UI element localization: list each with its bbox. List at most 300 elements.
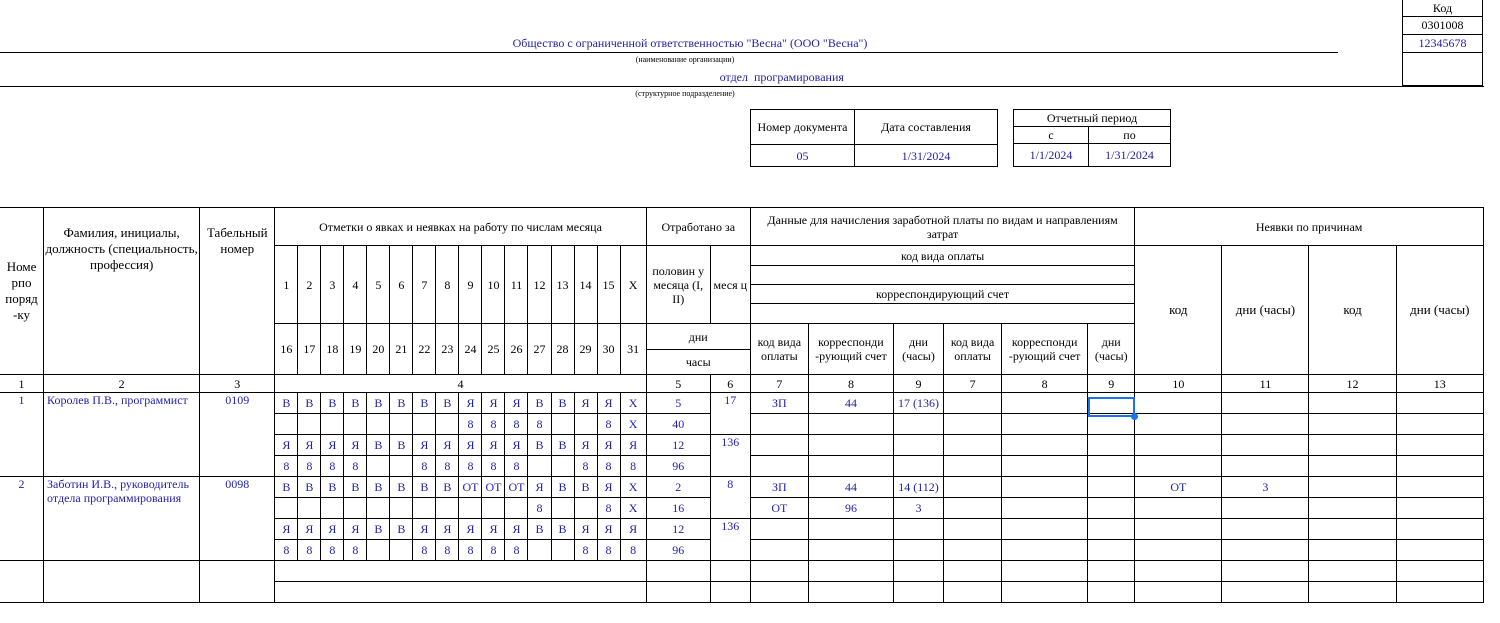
pay-cell[interactable]: 96: [808, 498, 893, 519]
day-mark[interactable]: В: [574, 477, 597, 498]
empty-cell[interactable]: [893, 582, 943, 603]
col-num: 10: [1135, 375, 1222, 393]
day-mark[interactable]: В: [551, 477, 574, 498]
empty-cell[interactable]: [1222, 561, 1309, 582]
absence-cell[interactable]: [1135, 498, 1222, 519]
day-mark[interactable]: Я: [620, 435, 646, 456]
pay-cell[interactable]: [1088, 477, 1135, 498]
absence-cell[interactable]: [1222, 540, 1309, 561]
empty-cell[interactable]: [646, 561, 710, 582]
day-mark[interactable]: 8: [344, 456, 367, 477]
col-num: 3: [200, 375, 275, 393]
day-number: 3: [321, 246, 344, 324]
day-mark[interactable]: [321, 414, 344, 435]
hdr-days-hours-2: дни (часы): [1088, 324, 1135, 375]
absence-cell[interactable]: [1135, 540, 1222, 561]
day-number: X: [620, 246, 646, 324]
day-mark[interactable]: В: [298, 393, 321, 414]
absence-cell[interactable]: [1396, 519, 1483, 540]
day-mark[interactable]: Я: [482, 519, 505, 540]
day-mark[interactable]: X: [620, 477, 646, 498]
table-row: [0, 393, 1484, 414]
day-mark[interactable]: [551, 540, 574, 561]
absence-cell[interactable]: [1309, 498, 1396, 519]
absence-cell[interactable]: [1135, 414, 1222, 435]
period-to-label: по: [1089, 127, 1171, 144]
day-mark[interactable]: 8: [597, 540, 620, 561]
day-mark[interactable]: 8: [275, 456, 298, 477]
day-mark[interactable]: [390, 540, 413, 561]
day-mark[interactable]: 8: [528, 498, 551, 519]
pay-cell[interactable]: [1002, 393, 1088, 414]
day-mark[interactable]: 8: [275, 540, 298, 561]
day-mark[interactable]: Я: [413, 519, 436, 540]
day-mark[interactable]: [298, 498, 321, 519]
day-mark[interactable]: В: [528, 393, 551, 414]
day-mark[interactable]: В: [390, 393, 413, 414]
absence-cell[interactable]: [1222, 414, 1309, 435]
day-mark[interactable]: В: [367, 477, 390, 498]
absence-cell[interactable]: [1222, 456, 1309, 477]
day-mark[interactable]: Я: [413, 435, 436, 456]
pay-cell[interactable]: 44: [808, 393, 893, 414]
half-month-value[interactable]: 96: [646, 456, 710, 477]
empty-cell[interactable]: [1088, 561, 1135, 582]
day-number: 29: [574, 324, 597, 375]
day-mark[interactable]: [528, 540, 551, 561]
day-mark[interactable]: Я: [275, 519, 298, 540]
empty-cell[interactable]: [275, 561, 646, 582]
selection-handle[interactable]: [1131, 413, 1138, 420]
tab-number: 0098: [200, 477, 275, 561]
period-from: 1/1/2024: [1014, 144, 1089, 167]
empty-cell[interactable]: [750, 561, 808, 582]
absence-cell[interactable]: [1309, 414, 1396, 435]
doc-number: 05: [751, 145, 855, 167]
pay-cell[interactable]: [1088, 519, 1135, 540]
day-mark[interactable]: Я: [344, 435, 367, 456]
absence-cell[interactable]: [1222, 435, 1309, 456]
day-mark[interactable]: ОТ: [505, 477, 528, 498]
day-mark[interactable]: В: [436, 477, 459, 498]
day-mark[interactable]: В: [413, 393, 436, 414]
half-month-value[interactable]: 5: [646, 393, 710, 414]
day-number: 1: [275, 246, 298, 324]
day-mark[interactable]: 8: [597, 456, 620, 477]
day-mark[interactable]: [436, 498, 459, 519]
day-mark[interactable]: 8: [482, 456, 505, 477]
pay-cell[interactable]: [808, 456, 893, 477]
day-mark[interactable]: Я: [597, 519, 620, 540]
day-mark[interactable]: Я: [459, 519, 482, 540]
day-mark[interactable]: 8: [620, 456, 646, 477]
day-number: 4: [344, 246, 367, 324]
day-mark[interactable]: В: [321, 393, 344, 414]
day-mark[interactable]: Я: [505, 393, 528, 414]
day-mark[interactable]: В: [367, 393, 390, 414]
period-to: 1/31/2024: [1089, 144, 1171, 167]
day-mark[interactable]: 8: [505, 414, 528, 435]
absence-cell[interactable]: [1222, 393, 1309, 414]
day-mark[interactable]: [574, 414, 597, 435]
code-box: [1402, 0, 1483, 86]
absence-cell[interactable]: [1396, 477, 1483, 498]
empty-cell[interactable]: [750, 582, 808, 603]
hdr-abs-code-1: код: [1135, 246, 1222, 375]
absence-cell[interactable]: [1396, 540, 1483, 561]
absence-cell[interactable]: [1396, 393, 1483, 414]
hdr-abs-code-2: код: [1309, 246, 1396, 375]
empty-cell: [200, 561, 275, 603]
empty-cell[interactable]: [1002, 561, 1088, 582]
pay-cell[interactable]: 44: [808, 477, 893, 498]
hdr-corr-account: корреспондирующий счет: [750, 285, 1134, 304]
absence-cell[interactable]: [1309, 393, 1396, 414]
day-mark[interactable]: В: [551, 393, 574, 414]
day-mark[interactable]: Я: [298, 519, 321, 540]
day-mark[interactable]: [436, 414, 459, 435]
day-mark[interactable]: [367, 498, 390, 519]
day-mark[interactable]: В: [528, 519, 551, 540]
half-month-value[interactable]: 2: [646, 477, 710, 498]
day-mark[interactable]: X: [620, 498, 646, 519]
hdr-tab: Табельный номер: [200, 208, 275, 375]
empty-cell[interactable]: [1088, 582, 1135, 603]
absence-cell[interactable]: ОТ: [1135, 477, 1222, 498]
day-mark[interactable]: 8: [298, 540, 321, 561]
day-mark[interactable]: 8: [413, 456, 436, 477]
pay-cell[interactable]: [808, 435, 893, 456]
day-mark[interactable]: Я: [597, 477, 620, 498]
day-mark[interactable]: ОТ: [459, 477, 482, 498]
day-mark[interactable]: 8: [574, 540, 597, 561]
doc-number-table: [750, 109, 998, 167]
empty-cell[interactable]: [1396, 561, 1483, 582]
day-mark[interactable]: [390, 414, 413, 435]
half-month-value[interactable]: 40: [646, 414, 710, 435]
pay-cell[interactable]: [893, 519, 943, 540]
day-number: 20: [367, 324, 390, 375]
day-mark[interactable]: Я: [298, 435, 321, 456]
day-mark[interactable]: [275, 498, 298, 519]
day-mark[interactable]: 8: [459, 414, 482, 435]
hdr-worked: Отработано за: [646, 208, 750, 246]
pay-cell[interactable]: [893, 456, 943, 477]
pay-cell[interactable]: [1088, 456, 1135, 477]
day-mark[interactable]: В: [367, 519, 390, 540]
day-mark[interactable]: В: [298, 477, 321, 498]
absence-cell[interactable]: [1309, 540, 1396, 561]
day-mark[interactable]: X: [620, 414, 646, 435]
empty-cell[interactable]: [893, 561, 943, 582]
col-num: 6: [710, 375, 750, 393]
day-mark[interactable]: 8: [574, 456, 597, 477]
day-number: 22: [413, 324, 436, 375]
pay-cell[interactable]: [944, 435, 1002, 456]
pay-cell[interactable]: [944, 540, 1002, 561]
day-mark[interactable]: В: [390, 435, 413, 456]
empty-cell[interactable]: [808, 582, 893, 603]
day-mark[interactable]: В: [528, 435, 551, 456]
empty-cell: [44, 561, 200, 603]
pay-cell[interactable]: ОТ: [750, 498, 808, 519]
hdr-days-hours-1: дни (часы): [893, 324, 943, 375]
day-mark[interactable]: Я: [620, 519, 646, 540]
day-number: 6: [390, 246, 413, 324]
pay-cell[interactable]: [944, 498, 1002, 519]
selected-cell[interactable]: [1088, 397, 1135, 417]
pay-cell[interactable]: 17 (136): [893, 393, 943, 414]
day-number: 21: [390, 324, 413, 375]
pay-cell[interactable]: [750, 519, 808, 540]
pay-cell[interactable]: [808, 519, 893, 540]
pay-cell[interactable]: [893, 435, 943, 456]
day-mark[interactable]: В: [551, 435, 574, 456]
day-mark[interactable]: 8: [482, 540, 505, 561]
absence-cell[interactable]: [1309, 456, 1396, 477]
day-mark[interactable]: 8: [505, 540, 528, 561]
month-hours[interactable]: 136: [710, 519, 750, 561]
day-mark[interactable]: 8: [298, 456, 321, 477]
day-mark[interactable]: Я: [597, 393, 620, 414]
hdr-abs-days-2: дни (часы): [1396, 246, 1483, 375]
day-mark[interactable]: [367, 456, 390, 477]
pay-cell[interactable]: [944, 519, 1002, 540]
pay-cell[interactable]: [893, 540, 943, 561]
day-mark[interactable]: Я: [321, 435, 344, 456]
day-mark[interactable]: Я: [344, 519, 367, 540]
day-mark[interactable]: В: [367, 435, 390, 456]
col-num: 12: [1309, 375, 1396, 393]
empty-cell[interactable]: [275, 582, 646, 603]
half-month-value[interactable]: 16: [646, 498, 710, 519]
empty-cell[interactable]: [1135, 561, 1222, 582]
day-mark[interactable]: 8: [528, 414, 551, 435]
day-number: 27: [528, 324, 551, 375]
day-mark[interactable]: В: [344, 393, 367, 414]
day-mark[interactable]: В: [551, 519, 574, 540]
absence-cell[interactable]: [1396, 414, 1483, 435]
day-mark[interactable]: 8: [597, 414, 620, 435]
empty-cell[interactable]: [1002, 582, 1088, 603]
hdr-absence: Неявки по причинам: [1135, 208, 1484, 246]
absence-cell[interactable]: [1309, 477, 1396, 498]
day-mark[interactable]: [344, 498, 367, 519]
empty-cell[interactable]: [1309, 561, 1396, 582]
day-number: 8: [436, 246, 459, 324]
day-mark[interactable]: X: [620, 393, 646, 414]
table-row: [0, 477, 1484, 498]
day-mark[interactable]: 8: [597, 498, 620, 519]
day-mark[interactable]: Я: [321, 519, 344, 540]
absence-cell[interactable]: 3: [1222, 477, 1309, 498]
day-mark[interactable]: В: [344, 477, 367, 498]
pay-cell[interactable]: [750, 456, 808, 477]
pay-cell[interactable]: [750, 414, 808, 435]
pay-cell[interactable]: [1088, 498, 1135, 519]
day-mark[interactable]: В: [275, 477, 298, 498]
day-mark[interactable]: [413, 498, 436, 519]
day-mark[interactable]: [321, 498, 344, 519]
half-month-value[interactable]: 96: [646, 540, 710, 561]
day-mark[interactable]: 8: [436, 540, 459, 561]
day-mark[interactable]: В: [275, 393, 298, 414]
half-month-value[interactable]: 12: [646, 435, 710, 456]
absence-cell[interactable]: [1135, 393, 1222, 414]
pay-cell[interactable]: [750, 435, 808, 456]
empty-cell[interactable]: [1222, 582, 1309, 603]
pay-cell[interactable]: [893, 414, 943, 435]
pay-cell[interactable]: [1088, 540, 1135, 561]
day-mark[interactable]: [459, 498, 482, 519]
day-mark[interactable]: 8: [321, 456, 344, 477]
day-mark[interactable]: 8: [321, 540, 344, 561]
dept-name: програмирования: [754, 70, 844, 84]
day-mark[interactable]: 8: [505, 456, 528, 477]
day-number: 19: [344, 324, 367, 375]
half-month-value[interactable]: 12: [646, 519, 710, 540]
day-mark[interactable]: [390, 498, 413, 519]
day-number: 23: [436, 324, 459, 375]
month-days[interactable]: 17: [710, 393, 750, 435]
pay-cell[interactable]: [1002, 519, 1088, 540]
absence-cell[interactable]: [1222, 519, 1309, 540]
day-mark[interactable]: [298, 414, 321, 435]
empty-cell[interactable]: [646, 582, 710, 603]
day-mark[interactable]: Я: [459, 435, 482, 456]
day-mark[interactable]: 8: [620, 540, 646, 561]
doc-number-label: Номер документа: [751, 110, 855, 145]
empty-cell[interactable]: [710, 582, 750, 603]
pay-cell[interactable]: [944, 477, 1002, 498]
day-mark[interactable]: В: [390, 477, 413, 498]
day-mark[interactable]: [574, 498, 597, 519]
day-mark[interactable]: Я: [482, 435, 505, 456]
hdr-days: дни: [646, 324, 750, 350]
empty-cell[interactable]: [944, 561, 1002, 582]
pay-cell[interactable]: [1002, 498, 1088, 519]
day-number: 5: [367, 246, 390, 324]
day-mark[interactable]: [413, 414, 436, 435]
pay-cell[interactable]: [1002, 540, 1088, 561]
day-mark[interactable]: [390, 456, 413, 477]
day-mark[interactable]: Я: [505, 435, 528, 456]
empty-cell[interactable]: [710, 561, 750, 582]
pay-cell[interactable]: [944, 393, 1002, 414]
col-num: 2: [44, 375, 200, 393]
pay-cell[interactable]: [808, 540, 893, 561]
day-number: 10: [482, 246, 505, 324]
day-number: 30: [597, 324, 620, 375]
day-mark[interactable]: Я: [436, 435, 459, 456]
day-mark[interactable]: 8: [459, 540, 482, 561]
pay-cell[interactable]: [944, 456, 1002, 477]
day-mark[interactable]: 8: [459, 456, 482, 477]
day-mark[interactable]: Я: [574, 519, 597, 540]
day-mark[interactable]: Я: [436, 519, 459, 540]
org-caption: (наименование организации): [635, 55, 735, 64]
day-mark[interactable]: [551, 414, 574, 435]
col-num: 13: [1396, 375, 1483, 393]
day-mark[interactable]: [275, 414, 298, 435]
day-mark[interactable]: В: [436, 393, 459, 414]
day-mark[interactable]: 8: [413, 540, 436, 561]
day-mark[interactable]: Я: [528, 477, 551, 498]
empty-cell[interactable]: [808, 561, 893, 582]
pay-cell[interactable]: [1002, 414, 1088, 435]
pay-cell[interactable]: [1002, 477, 1088, 498]
day-mark[interactable]: В: [413, 477, 436, 498]
pay-cell[interactable]: [808, 414, 893, 435]
absence-cell[interactable]: [1396, 456, 1483, 477]
month-hours[interactable]: 136: [710, 435, 750, 477]
absence-cell[interactable]: [1309, 519, 1396, 540]
period-label: Отчетный период: [1014, 110, 1171, 127]
col-num: 7: [750, 375, 808, 393]
absence-cell[interactable]: [1396, 435, 1483, 456]
month-days[interactable]: 8: [710, 477, 750, 519]
day-mark[interactable]: [551, 456, 574, 477]
absence-cell[interactable]: [1309, 435, 1396, 456]
hdr-name: Фамилия, инициалы, должность (специальность, профессия): [44, 208, 200, 375]
day-mark[interactable]: [505, 498, 528, 519]
hdr-pay-type-code: код вида оплаты: [750, 246, 1134, 266]
absence-cell[interactable]: [1396, 498, 1483, 519]
day-mark[interactable]: Я: [574, 435, 597, 456]
day-mark[interactable]: 8: [436, 456, 459, 477]
pay-cell[interactable]: [750, 540, 808, 561]
day-mark[interactable]: Я: [482, 393, 505, 414]
pay-cell[interactable]: 3: [893, 498, 943, 519]
empty-cell[interactable]: [1396, 582, 1483, 603]
col-num: 5: [646, 375, 710, 393]
hdr-corr-2: корреспонди -рующий счет: [1002, 324, 1088, 375]
day-mark[interactable]: Я: [505, 519, 528, 540]
day-mark[interactable]: 8: [482, 414, 505, 435]
absence-cell[interactable]: [1135, 435, 1222, 456]
absence-cell[interactable]: [1135, 456, 1222, 477]
day-mark[interactable]: ОТ: [482, 477, 505, 498]
absence-cell[interactable]: [1135, 519, 1222, 540]
absence-cell[interactable]: [1222, 498, 1309, 519]
pay-cell[interactable]: ЗП: [750, 477, 808, 498]
empty-cell[interactable]: [1309, 582, 1396, 603]
day-mark[interactable]: [367, 540, 390, 561]
pay-cell[interactable]: ЗП: [750, 393, 808, 414]
hdr-num: Номе рпо поряд -ку: [0, 208, 44, 375]
pay-cell[interactable]: [1002, 435, 1088, 456]
day-mark[interactable]: Я: [574, 393, 597, 414]
pay-cell[interactable]: [944, 414, 1002, 435]
day-mark[interactable]: 8: [344, 540, 367, 561]
day-mark[interactable]: В: [321, 477, 344, 498]
day-mark[interactable]: Я: [459, 393, 482, 414]
day-mark[interactable]: [482, 498, 505, 519]
day-mark[interactable]: [367, 414, 390, 435]
day-mark[interactable]: Я: [275, 435, 298, 456]
day-mark[interactable]: В: [390, 519, 413, 540]
pay-cell[interactable]: [1002, 456, 1088, 477]
empty-cell[interactable]: [944, 582, 1002, 603]
empty-cell[interactable]: [1135, 582, 1222, 603]
day-mark[interactable]: Я: [597, 435, 620, 456]
pay-cell[interactable]: 14 (112): [893, 477, 943, 498]
pay-cell[interactable]: [1088, 435, 1135, 456]
day-mark[interactable]: [344, 414, 367, 435]
day-mark[interactable]: [551, 498, 574, 519]
day-mark[interactable]: [528, 456, 551, 477]
hdr-hours: часы: [646, 350, 750, 375]
